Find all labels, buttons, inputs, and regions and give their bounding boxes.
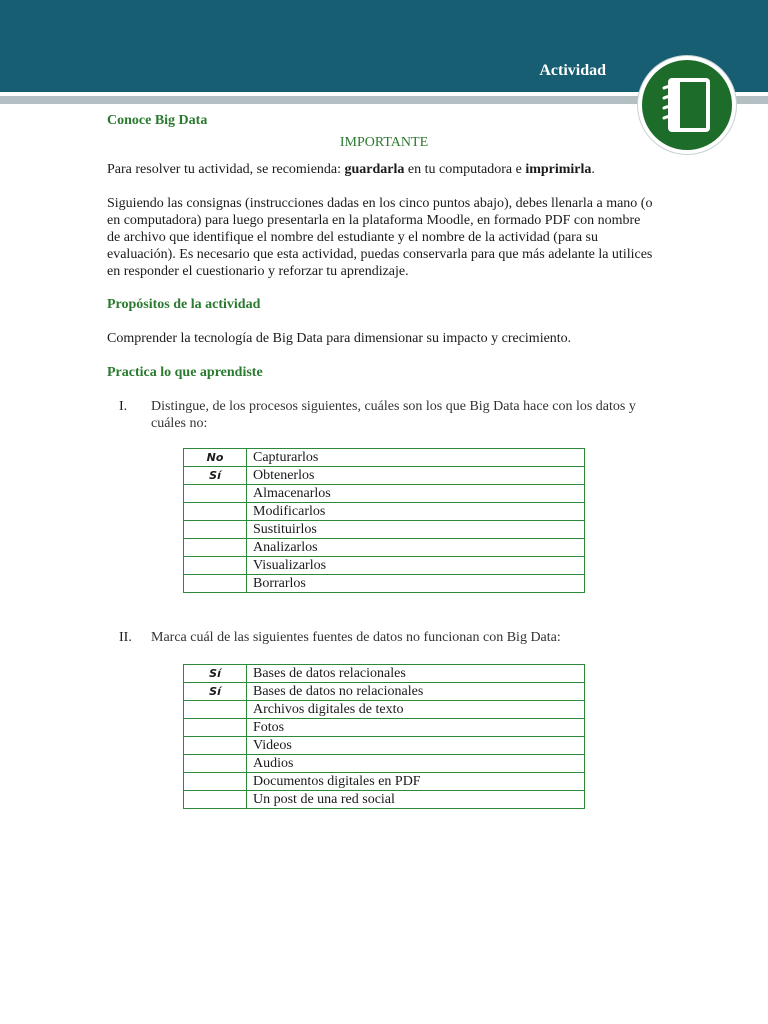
table-row: [184, 467, 585, 485]
answer-cell[interactable]: [184, 755, 247, 773]
item-label-cell: Un post de una red social: [247, 791, 585, 809]
purpose-heading: Propósitos de la actividad: [107, 297, 261, 312]
question-1-text: Distingue, de los procesos siguientes, cuáles son los que Big Data hace con los datos y cuáles no:: [151, 399, 636, 431]
item-label-cell: Archivos digitales de texto: [247, 701, 585, 719]
practice-heading: Practica lo que aprendiste: [107, 365, 263, 380]
table-row: [184, 665, 585, 683]
item-label-cell: Borrarlos: [247, 575, 585, 593]
table-row: [184, 773, 585, 791]
document-body: [107, 110, 667, 809]
answer-cell[interactable]: [184, 791, 247, 809]
table-row: [184, 755, 585, 773]
item-label-cell: Fotos: [247, 719, 585, 737]
item-label-cell: Bases de datos relacionales: [247, 665, 585, 683]
intro-after: .: [591, 162, 595, 177]
answer-cell[interactable]: Sí: [184, 467, 247, 485]
table-row: [184, 485, 585, 503]
table-row: [184, 791, 585, 809]
item-label-cell: Modificarlos: [247, 503, 585, 521]
table-row: [184, 719, 585, 737]
table-row: [184, 701, 585, 719]
answer-cell[interactable]: [184, 485, 247, 503]
item-label-cell: Videos: [247, 737, 585, 755]
purpose-text: Comprender la tecnología de Big Data para dimensionar su impacto y crecimiento.: [107, 331, 572, 346]
important-label: IMPORTANTE: [339, 135, 429, 150]
item-label-cell: Audios: [247, 755, 585, 773]
answer-cell[interactable]: [184, 503, 247, 521]
table-row: [184, 683, 585, 701]
item-label-cell: Capturarlos: [247, 449, 585, 467]
answer-cell[interactable]: [184, 557, 247, 575]
table-row: [184, 575, 585, 593]
header-title: Actividad: [539, 62, 606, 79]
processes-table: [183, 448, 585, 593]
answer-cell[interactable]: [184, 773, 247, 791]
item-label-cell: Bases de datos no relacionales: [247, 683, 585, 701]
question-1-number: I.: [119, 399, 128, 414]
data-sources-table: [183, 664, 585, 809]
table-row: [184, 737, 585, 755]
item-label-cell: Documentos digitales en PDF: [247, 773, 585, 791]
table-row: [184, 521, 585, 539]
intro-bold-save: guardarla: [344, 162, 405, 177]
answer-cell[interactable]: [184, 521, 247, 539]
item-label-cell: Sustituirlos: [247, 521, 585, 539]
item-label-cell: Obtenerlos: [247, 467, 585, 485]
intro-bold-print: imprimirla: [525, 162, 592, 177]
table-row: [184, 503, 585, 521]
question-2-number: II.: [119, 630, 132, 645]
answer-cell[interactable]: [184, 701, 247, 719]
instructions-paragraph: Siguiendo las consignas (instrucciones dadas en los cinco puntos abajo), debes llenarla a mano (o en computadora) para luego presentarla en la plataforma Moodle, en formado PDF con nombre de archivo que identifique el nombre del estudiante y el nombre de la actividad (para su evaluación). Es necesario que esta actividad, puedas conservarla para que más adelante la utilices en responder el cuestionario y reforzar tu aprendizaje.: [107, 196, 653, 279]
intro-before: Para resolver tu actividad, se recomienda:: [107, 162, 345, 177]
question-2-text: Marca cuál de las siguientes fuentes de datos no funcionan con Big Data:: [151, 630, 561, 645]
answer-cell[interactable]: [184, 575, 247, 593]
answer-cell[interactable]: [184, 737, 247, 755]
answer-cell[interactable]: [184, 719, 247, 737]
item-label-cell: Almacenarlos: [247, 485, 585, 503]
table-row: [184, 449, 585, 467]
answer-cell[interactable]: No: [184, 449, 247, 467]
question-2: [107, 629, 661, 646]
intro-middle: en tu computadora e: [404, 162, 526, 177]
question-1: [107, 398, 661, 432]
table-row: [184, 539, 585, 557]
answer-cell[interactable]: [184, 539, 247, 557]
doc-title: Conoce Big Data: [107, 113, 208, 128]
intro-paragraph: [107, 161, 667, 178]
answer-cell[interactable]: Sí: [184, 683, 247, 701]
table-row: [184, 557, 585, 575]
item-label-cell: Analizarlos: [247, 539, 585, 557]
item-label-cell: Visualizarlos: [247, 557, 585, 575]
answer-cell[interactable]: Sí: [184, 665, 247, 683]
